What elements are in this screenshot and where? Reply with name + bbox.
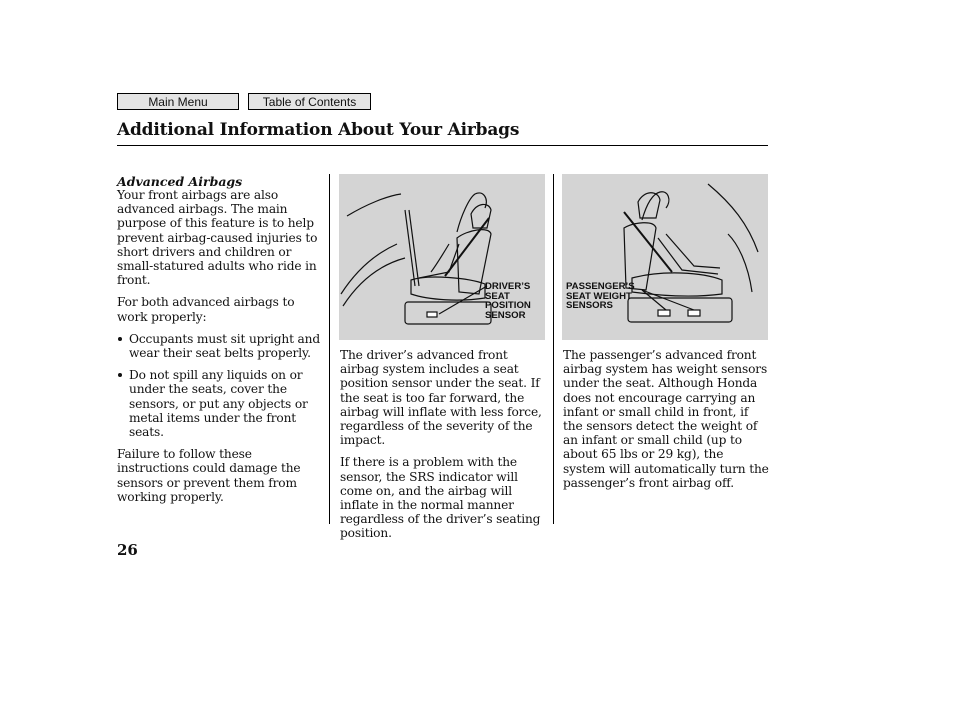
page-title: Additional Information About Your Airbags [117,120,520,140]
bullet-item: Do not spill any liquids on or under the seats, cover the sensors, or put any objects or metal items under the front seats. [117,368,327,439]
passenger-sensor-caption: PASSENGER’S SEAT WEIGHT SENSORS [566,281,635,312]
paragraph: The driver’s advanced front airbag system includes a seat position sensor under the seat. If the seat is too far forward, the airbag will inflate with less force, regardless of the severity of the impact. [340,348,542,448]
column-left [117,188,327,512]
paragraph: If there is a problem with the sensor, the SRS indicator will come on, and the airbag will inflate in the normal manner regardless of the driver’s seating position. [340,455,541,541]
page-number: 26 [117,541,138,559]
bullet-item: Occupants must sit upright and wear their seat belts properly. [117,332,327,360]
paragraph: For both advanced airbags to work properly: [117,295,295,324]
column-divider [553,174,554,524]
main-menu-button[interactable]: Main Menu [117,93,239,110]
passenger-seat-drawing [562,174,768,340]
section-subheading: Advanced Airbags [117,174,243,189]
column-divider [329,174,330,524]
driver-seat-illustration [339,174,545,340]
passenger-seat-illustration [562,174,768,340]
column-middle [340,348,548,549]
paragraph: Failure to follow these instructions could damage the sensors or prevent them from working properly. [117,447,301,504]
paragraph: The passenger’s advanced front airbag system has weight sensors under the seat. Although Honda does not encourage carrying an infant or small child in front, if the sensors detect the weight of an infant or small child (up to about 65 lbs or 29 kg), the system will automatically turn the passenger’s front airbag off. [563,348,769,490]
heading-rule [117,145,768,146]
paragraph: Your front airbags are also advanced airbags. The main purpose of this feature is to help prevent airbag-caused injuries to short drivers and children or small-statured adults who ride in front. [117,188,318,288]
column-right [563,348,769,498]
driver-sensor-caption: DRIVER’S SEAT POSITION SENSOR [485,281,531,321]
table-of-contents-button[interactable]: Table of Contents [248,93,371,110]
